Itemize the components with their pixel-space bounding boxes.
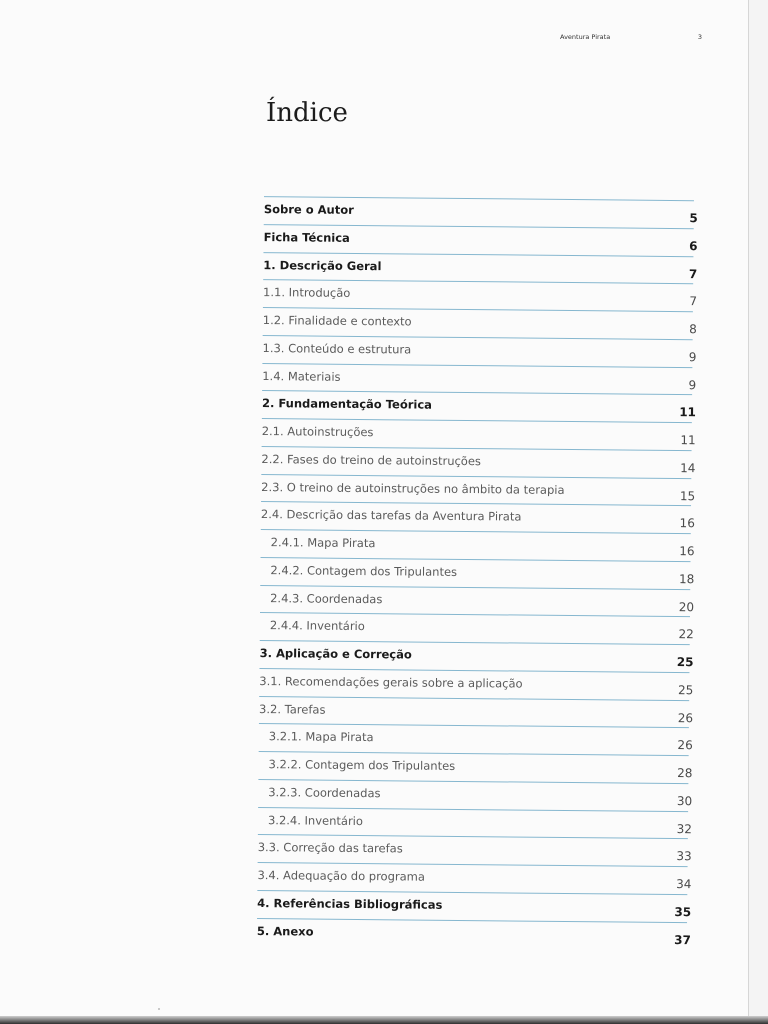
toc-entry-page-number: 16 [679, 544, 695, 559]
toc-entry-label: 1.2. Finalidade e contexto [262, 313, 412, 329]
toc-entry-page-number: 11 [679, 405, 697, 420]
toc-entry-label: 1.4. Materiais [262, 368, 341, 384]
toc-entry [261, 475, 696, 507]
running-header-page-number: 3 [697, 33, 702, 41]
toc-entry [260, 502, 695, 534]
toc-entry [260, 558, 695, 590]
table-of-contents [250, 196, 699, 949]
toc-entry-label: 5. Anexo [256, 923, 314, 939]
toc-entry [258, 780, 693, 812]
toc-entry-label: 3.2.1. Mapa Pirata [268, 729, 374, 745]
toc-entry [262, 308, 697, 340]
toc-entry-page-number: 6 [689, 238, 698, 253]
toc-entry [261, 530, 695, 562]
toc-entry-page-number: 5 [689, 211, 698, 226]
toc-entry-page-number: 34 [676, 877, 692, 892]
toc-entry-page-number: 37 [674, 932, 691, 947]
toc-entry-label: 2.2. Fases do treino de autoinstruções [261, 451, 482, 468]
toc-entry-label: 3.3. Correção das tarefas [257, 840, 403, 856]
toc-entry-label: Ficha Técnica [263, 229, 350, 245]
toc-entry-page-number: 7 [689, 294, 698, 309]
toc-entry-page-number: 26 [677, 738, 693, 753]
toc-entry-label: 2.4. Descrição das tarefas da Aventura Pirata [260, 507, 522, 524]
toc-entry [257, 891, 692, 923]
toc-entry-page-number: 22 [678, 627, 694, 642]
running-header-title: Aventura Pirata [560, 33, 611, 41]
toc-entry-label: 4. Referências Bibliográficas [257, 895, 443, 912]
toc-entry [262, 336, 697, 368]
toc-entry-page-number: 8 [689, 322, 697, 337]
toc-entry-label: 2.4.2. Contagem dos Tripulantes [270, 562, 458, 579]
toc-entry-page-number: 26 [677, 710, 694, 725]
toc-entry-label: 3.2.4. Inventário [267, 812, 364, 828]
toc-entry-label: 1.3. Conteúdo e estrutura [262, 340, 412, 357]
toc-entry [257, 835, 692, 867]
toc-entry-page-number: 30 [676, 793, 693, 808]
toc-entry [259, 697, 694, 729]
toc-entry-page-number: 7 [688, 266, 698, 281]
toc-entry-page-number: 15 [679, 488, 696, 503]
toc-entry [258, 808, 693, 840]
toc-entry-page-number: 28 [677, 766, 693, 781]
toc-entry [260, 586, 695, 618]
toc-entry [257, 863, 692, 895]
toc-entry-label: 3.2.3. Coordenadas [268, 784, 381, 800]
toc-entry-page-number: 16 [679, 516, 695, 531]
toc-entry-page-number: 33 [676, 849, 692, 864]
scan-speck [158, 1008, 160, 1010]
toc-entry-label: 2.1. Autoinstruções [261, 424, 374, 440]
toc-entry [261, 391, 697, 423]
toc-entry-page-number: 14 [680, 460, 696, 475]
toc-entry [260, 613, 694, 645]
toc-entry [258, 752, 693, 784]
toc-entry [263, 280, 698, 312]
toc-entry-page-number: 32 [676, 821, 693, 836]
toc-entry-label: 1.1. Introdução [263, 285, 351, 301]
toc-entry-label: 3.4. Adequação do programa [257, 868, 426, 884]
toc-entry-label: 2. Fundamentação Teórica [261, 396, 433, 412]
toc-entry-page-number: 11 [680, 433, 696, 448]
toc-entry-page-number: 25 [677, 682, 694, 697]
toc-entry [263, 253, 698, 285]
toc-entry [263, 197, 698, 229]
toc-entry-page-number: 18 [678, 571, 695, 586]
toc-entry-page-number: 20 [678, 599, 695, 614]
toc-entry [262, 364, 697, 396]
toc-entry-page-number: 9 [688, 377, 697, 392]
page-title: Índice [266, 98, 348, 128]
toc-entry [259, 669, 694, 701]
toc-entry-label: 2.3. O treino de autoinstruções no âmbito da terapia [261, 479, 565, 497]
toc-entry-label: 2.4.3. Coordenadas [270, 590, 383, 606]
toc-entry-label: 3. Aplicação e Correção [259, 646, 412, 662]
running-header [560, 33, 702, 41]
toc-entry [259, 641, 694, 673]
toc-entry-page-number: 35 [674, 904, 692, 919]
toc-entry-label: 3.2.2. Contagem dos Tripulantes [268, 757, 456, 773]
toc-entry-label: 2.4.1. Mapa Pirata [270, 535, 376, 551]
toc-entry-page-number: 25 [676, 655, 694, 670]
toc-entry [259, 724, 693, 756]
toc-entry-label: Sobre o Autor [263, 202, 354, 217]
toc-entry-label: 2.4.4. Inventário [269, 618, 365, 634]
toc-entry-page-number: 9 [688, 349, 697, 364]
toc-entry-label: 3.1. Recomendações gerais sobre a aplicação [259, 673, 523, 691]
toc-entry [261, 447, 696, 479]
toc-entry [261, 419, 696, 451]
toc-entry-label: 3.2. Tarefas [259, 701, 326, 717]
toc-entry [263, 225, 698, 257]
page-bottom-edge [0, 1016, 768, 1024]
toc-entry-label: 1. Descrição Geral [263, 257, 382, 273]
toc-entry [256, 919, 691, 950]
